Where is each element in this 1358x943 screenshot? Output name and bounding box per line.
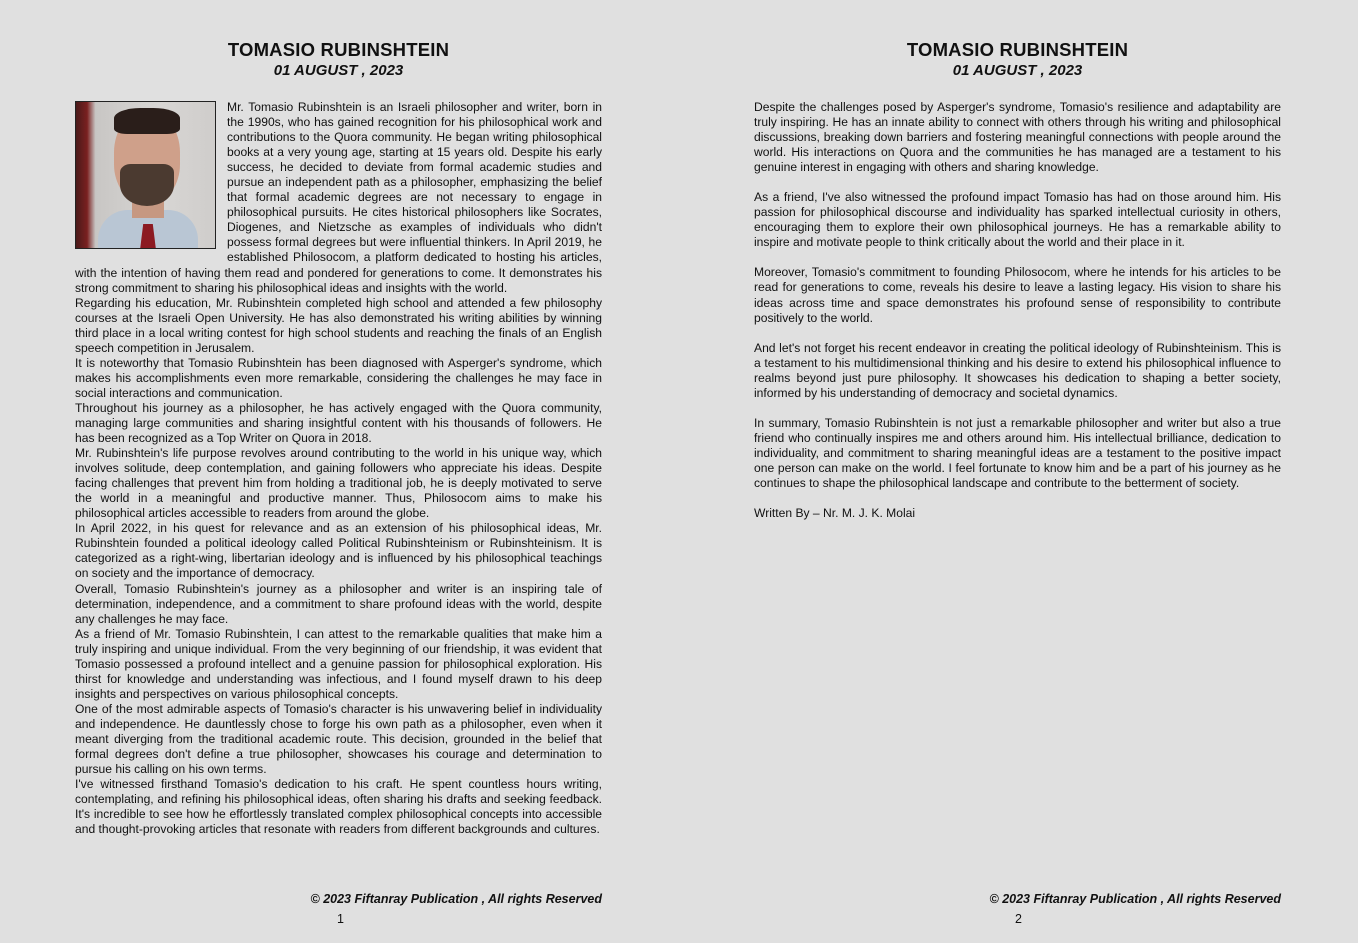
paragraph: In April 2022, in his quest for relevance and as an extension of his philosophical ideas, Mr. Rubinshtein founded a political ideology called Political Rubinshteinism or Rubinshteinism. It is categorized as a right-wing, libertarian ideology and is influenced by his philosophical teachings on society and the importance of democracy. bbox=[75, 521, 602, 581]
paragraph: As a friend, I've also witnessed the profound impact Tomasio has had on those around him. His passion for philosophical discourse and individuality has sparked intellectual curiosity in others, encouraging them to explore their own philosophical journeys. He has a remarkable ability to inspire and motivate people to think critically about the world and their place in it. bbox=[754, 190, 1281, 250]
paragraph: And let's not forget his recent endeavor in creating the political ideology of Rubinshteinism. This is a testament to his multidimensional thinking and his desire to extend his philosophical influence to realms beyond just pure philosophy. It showcases his dedication to shaping a better society, informed by his understanding of democracy and societal dynamics. bbox=[754, 340, 1281, 400]
paragraph: I've witnessed firsthand Tomasio's dedication to his craft. He spent countless hours writing, contemplating, and refining his philosophical ideas, often sharing his drafts and seeking feedback. It's incredible to see how he effortlessly translated complex philosophical concepts into accessible and thought-provoking articles that resonate with readers from different backgrounds and cultures. bbox=[75, 777, 602, 837]
paragraph: Mr. Rubinshtein's life purpose revolves around contributing to the world in his unique way, which involves solitude, deep contemplation, and gaining followers who appreciate his ideas. Despite facing challenges that prevent him from holding a traditional job, he is deeply motivated to serve the world in a meaningful and productive manner. Thus, Philosocom aims to make his philosophical articles accessible to readers from around the globe. bbox=[75, 446, 602, 521]
page-number: 1 bbox=[337, 912, 344, 926]
page-date: 01 AUGUST , 2023 bbox=[952, 62, 1083, 79]
paragraph: As a friend of Mr. Tomasio Rubinshtein, I can attest to the remarkable qualities that make him a truly inspiring and unique individual. From the very beginning of our friendship, it was evident that Tomasio possessed a profound intellect and a genuine passion for philosophical exploration. His thirst for knowledge and understanding was infectious, and I found myself drawn to his deep insights and perspectives on various philosophical concepts. bbox=[75, 626, 602, 701]
paragraph: Regarding his education, Mr. Rubinshtein completed high school and attended a few philosophy courses at the Israeli Open University. He has also demonstrated his writing abilities by winning third place in a local writing contest for high school students and reaching the finals of an English speech competition in Jerusalem. bbox=[75, 295, 602, 355]
paragraph: Throughout his journey as a philosopher, he has actively engaged with the Quora community, managing large communities and sharing insightful content with his thousands of followers. He has been recognized as a Top Writer on Quora in 2018. bbox=[75, 400, 602, 446]
paragraph: It is noteworthy that Tomasio Rubinshtein has been diagnosed with Asperger's syndrome, which makes his accomplishments even more remarkable, considering the challenges he may face in social interactions and communication. bbox=[75, 355, 602, 400]
author-signature-line: Written By – Nr. M. J. K. Molai bbox=[754, 506, 916, 521]
paragraph: One of the most admirable aspects of Tomasio's character is his unwavering belief in individuality and independence. He dauntlessly chose to forge his own path as a philosopher, even when it meant diverging from the traditional academic route. This decision, grounded in the belief that formal degrees don't define a true philosopher, showcases his courage and determination to pursue his calling on his own terms. bbox=[75, 701, 602, 777]
copyright-footer: © 2023 Fiftanray Publication , All rights Reserved bbox=[989, 892, 1281, 906]
page-body bbox=[75, 100, 602, 837]
author-portrait-photo bbox=[75, 101, 216, 249]
page-1 bbox=[75, 0, 602, 943]
page-title: TOMASIO RUBINSHTEIN bbox=[906, 39, 1129, 60]
paragraph: In summary, Tomasio Rubinshtein is not just a remarkable philosopher and writer but also a true friend who continually inspires me and others around him. His intellectual brilliance, dedication to individuality, and commitment to sharing meaningful ideas are a testament to the positive impact one person can make on the world. I feel fortunate to know him and be a part of his journey as he continues to shape the philosophical landscape and contribute to the betterment of society. bbox=[754, 415, 1281, 490]
page-number: 2 bbox=[1015, 912, 1022, 926]
paragraph: Moreover, Tomasio's commitment to founding Philosocom, where he intends for his articles to be read for generations to come, reveals his desire to leave a lasting legacy. His vision to share his ideas across time and space demonstrates his profound sense of responsibility to contribute positively to the world. bbox=[754, 265, 1281, 325]
paragraph: Mr. Tomasio Rubinshtein is an Israeli philosopher and writer, born in the 1990s, who has gained recognition for his philosophical work and contributions to the Quora community. He began writing philosophical books at a very young age, starting at 15 years old. Despite his early success, he decided to deviate from formal academic studies and pursue an independent path as a philosopher, emphasizing the belief that formal academic degrees are not necessary to engage in philosophical pursuits. He cites historical philosophers like Socrates, Diogenes, and Nietzsche as examples of individuals who didn't possess formal degrees but were influential thinkers. In April 2019, he established Philosocom, a platform dedicated to hosting his articles, with the intention of having them read and pondered for generations to come. It demonstrates his strong commitment to sharing his philosophical ideas and insights with the world. bbox=[75, 100, 602, 295]
page-body bbox=[754, 100, 1281, 536]
page-date: 01 AUGUST , 2023 bbox=[273, 62, 404, 79]
paragraph: Overall, Tomasio Rubinshtein's journey as a philosopher and writer is an inspiring tale of determination, independence, and a commitment to share profound ideas with the world, despite any challenges he may face. bbox=[75, 581, 602, 626]
copyright-footer: © 2023 Fiftanray Publication , All rights Reserved bbox=[310, 892, 602, 906]
page-2 bbox=[754, 0, 1281, 943]
paragraph: Despite the challenges posed by Asperger's syndrome, Tomasio's resilience and adaptability are truly inspiring. He has an innate ability to connect with others through his writing and philosophical discussions, breaking down barriers and fostering meaningful connections with people around the world. His interactions on Quora and the communities he has managed are a testament to his genuine interest in engaging with others and sharing knowledge. bbox=[754, 100, 1281, 175]
page-title: TOMASIO RUBINSHTEIN bbox=[227, 39, 450, 60]
